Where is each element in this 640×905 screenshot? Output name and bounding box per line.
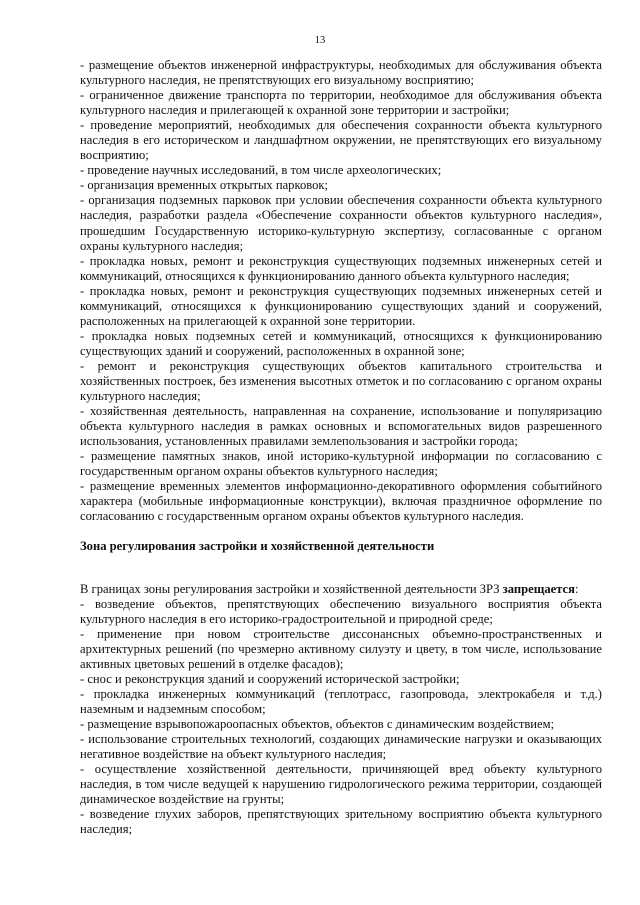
list-item: - проведение научных исследований, в том числе археологических;: [80, 163, 442, 178]
prohibited-activities-list: [80, 597, 602, 838]
list-item: - организация подземных парковок при условии обеспечения сохранности объекта культурного наследия, разработки раздела «Обеспечение сохранности объектов культурного наследия», прошедшим Государственную историко-культурную экспертизу, согласованные с органом охраны культурного наследия;: [80, 193, 602, 253]
intro-colon: :: [574, 581, 579, 596]
intro-emphasis: запрещается: [502, 581, 575, 596]
list-item: - возведение объектов, препятствующих обеспечению визуального восприятия объекта культурного наследия в его историко-градостроительной и природной среде;: [80, 596, 602, 626]
list-item: - прокладка новых подземных сетей и коммуникаций, относящихся к функционированию существующих зданий и сооружений, расположенных в охранной зоне;: [80, 328, 602, 358]
list-item: - размещение объектов инженерной инфраструктуры, необходимых для обслуживания объекта культурного наследия, не препятствующих его визуальному восприятию;: [80, 58, 602, 88]
list-item: - ремонт и реконструкция существующих объектов капитального строительства и хозяйственных построек, без изменения высотных отметок и по согласованию с органом охраны культурного наследия;: [80, 358, 602, 404]
list-item: - применение при новом строительстве диссонансных объемно-пространственных и архитектурных решений (по чрезмерно активному силуэту и цвету, в том числе, использование активных цветовых решений в отделке фасадов);: [80, 626, 602, 671]
list-item: - ограниченное движение транспорта по территории, необходимое для обслуживания объекта культурного наследия и прилегающей к охранной зоне территории и застройки;: [80, 88, 602, 118]
list-item: - организация временных открытых парковок;: [80, 178, 329, 193]
section-heading: Зона регулирования застройки и хозяйственной деятельности: [80, 539, 435, 554]
list-item: - размещение временных элементов информационно-декоративного оформления событийного характера (мобильные информационные конструкции), включая праздничное оформление по согласованию с государственным органом охраны объектов культурного наследия.: [80, 479, 602, 524]
list-item: - возведение глухих заборов, препятствующих зрительному восприятию объекта культурного наследия;: [80, 807, 602, 837]
list-item: - использование строительных технологий, создающих динамические нагрузки и оказывающих негативное воздействие на объект культурного наследия;: [80, 731, 602, 762]
list-item: - прокладка новых, ремонт и реконструкция существующих подземных инженерных сетей и коммуникаций, относящихся к функционированию данного объекта культурного наследия;: [80, 253, 602, 283]
document-body: [80, 58, 602, 837]
list-item: - размещение взрывопожароопасных объектов, объектов с динамическим воздействием;: [80, 716, 555, 731]
list-item: - прокладка новых, ремонт и реконструкция существующих подземных инженерных сетей и коммуникаций, относящихся к функционированию существующих зданий и сооружений, расположенных на прилегающей к охранной зоне территории.: [80, 283, 602, 328]
list-item: - размещение памятных знаков, иной историко-культурной информации по согласованию с государственным органом охраны объектов культурного наследия;: [80, 449, 602, 479]
list-item: - осуществление хозяйственной деятельности, причиняющей вред объекту культурного наследия, в том числе ведущей к нарушению гидрологического режима территории, создающей динамическое воздействие на грунты;: [80, 762, 602, 807]
permitted-activities-list: [80, 58, 602, 524]
section-intro: [80, 582, 602, 597]
page-number: 13: [314, 35, 326, 46]
list-item: - снос и реконструкция зданий и сооружений исторической застройки;: [80, 671, 460, 686]
list-item: - хозяйственная деятельность, направленная на сохранение, использование и популяризацию объекта культурного наследия в рамках основных и вспомогательных видов разрешенного использования, установленных правилами землепользования и застройки города;: [80, 404, 602, 449]
list-item: - проведение мероприятий, необходимых для обеспечения сохранности объекта культурного наследия в его историческом и ландшафтном окружении, не препятствующих его визуальному восприятию;: [80, 118, 602, 163]
intro-text: В границах зоны регулирования застройки и хозяйственной деятельности ЗРЗ: [80, 581, 503, 596]
list-item: - прокладка инженерных коммуникаций (теплотрасс, газопровода, электрокабеля и т.д.) наземным и надземным способом;: [80, 686, 602, 716]
